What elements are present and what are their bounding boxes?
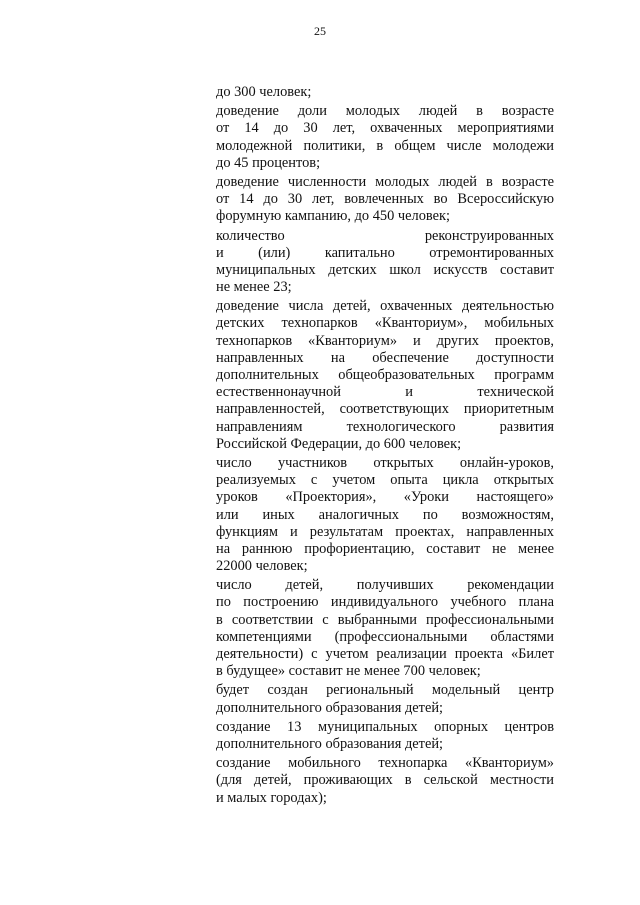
- text-line: дополнительного образования детей;: [216, 699, 444, 716]
- paragraph: [216, 719, 554, 753]
- text-line: в соответствии с выбранными профессиональными: [216, 611, 554, 628]
- paragraph: [216, 103, 554, 172]
- text-line: (для детей, проживающих в сельской местности: [216, 772, 554, 789]
- text-line: технопарков «Кванториум» и других проектов,: [216, 332, 554, 349]
- text-line: число детей, получивших рекомендации: [216, 577, 554, 594]
- text-line: доведение численности молодых людей в возрасте: [216, 173, 554, 190]
- text-line: не менее 23;: [216, 279, 292, 296]
- text-line: от 14 до 30 лет, вовлеченных во Всероссийскую: [216, 191, 554, 208]
- text-line: муниципальных детских школ искусств составит: [216, 261, 554, 278]
- text-line: уроков «Проектория», «Уроки настоящего»: [216, 489, 554, 506]
- text-line: до 300 человек;: [216, 84, 312, 100]
- text-line: или иных аналогичных по возможностям,: [216, 506, 554, 523]
- text-line: дополнительного образования детей;: [216, 735, 444, 752]
- text-line: будет создан региональный модельный центр: [216, 682, 554, 699]
- paragraph: [216, 755, 554, 807]
- page-number: 25: [314, 24, 326, 38]
- text-line: доведение доли молодых людей в возрасте: [216, 103, 554, 120]
- paragraph: [216, 298, 554, 453]
- text-line: доведение числа детей, охваченных деятельностью: [216, 298, 554, 315]
- text-line: Российской Федерации, до 600 человек;: [216, 435, 462, 452]
- text-line: функциям и результатам проектах, направленных: [216, 523, 554, 540]
- text-line: число участников открытых онлайн-уроков,: [216, 454, 554, 471]
- text-line: по построению индивидуального учебного плана: [216, 594, 554, 611]
- text-line: на раннюю профориентацию, составит не менее: [216, 540, 554, 557]
- text-line: направленностей, соответствующих приоритетным: [216, 401, 554, 418]
- text-line: естественнонаучной и технической: [216, 384, 554, 401]
- paragraph: [216, 682, 554, 716]
- paragraph: [216, 174, 554, 226]
- paragraph: [216, 455, 554, 575]
- paragraph: [216, 228, 554, 297]
- text-line: количество реконструированных: [216, 227, 554, 244]
- text-line: форумную кампанию, до 450 человек;: [216, 208, 450, 225]
- text-line: 22000 человек;: [216, 558, 308, 575]
- text-line: создание 13 муниципальных опорных центров: [216, 718, 554, 735]
- text-line: и (или) капитально отремонтированных: [216, 244, 554, 261]
- paragraph: [216, 84, 554, 101]
- paragraph: [216, 577, 554, 680]
- text-line: до 45 процентов;: [216, 154, 321, 171]
- text-line: дополнительных общеобразовательных программ: [216, 367, 554, 383]
- text-line: направленных на обеспечение доступности: [216, 349, 554, 366]
- text-line: детских технопарков «Кванториум», мобильных: [216, 315, 554, 332]
- text-line: создание мобильного технопарка «Кванториум»: [216, 755, 554, 772]
- text-line: в будущее» составит не менее 700 человек;: [216, 663, 481, 680]
- text-line: молодежной политики, в общем числе молодежи: [216, 137, 554, 154]
- text-line: направлениям технологического развития: [216, 418, 554, 435]
- text-line: компетенциями (профессиональными областями: [216, 628, 554, 645]
- document-body: [216, 84, 554, 809]
- text-line: от 14 до 30 лет, охваченных мероприятиями: [216, 120, 554, 137]
- text-line: и малых городах);: [216, 789, 327, 806]
- text-line: реализуемых с учетом опыта цикла открытых: [216, 472, 554, 489]
- text-line: деятельности) с учетом реализации проекта «Билет: [216, 646, 554, 662]
